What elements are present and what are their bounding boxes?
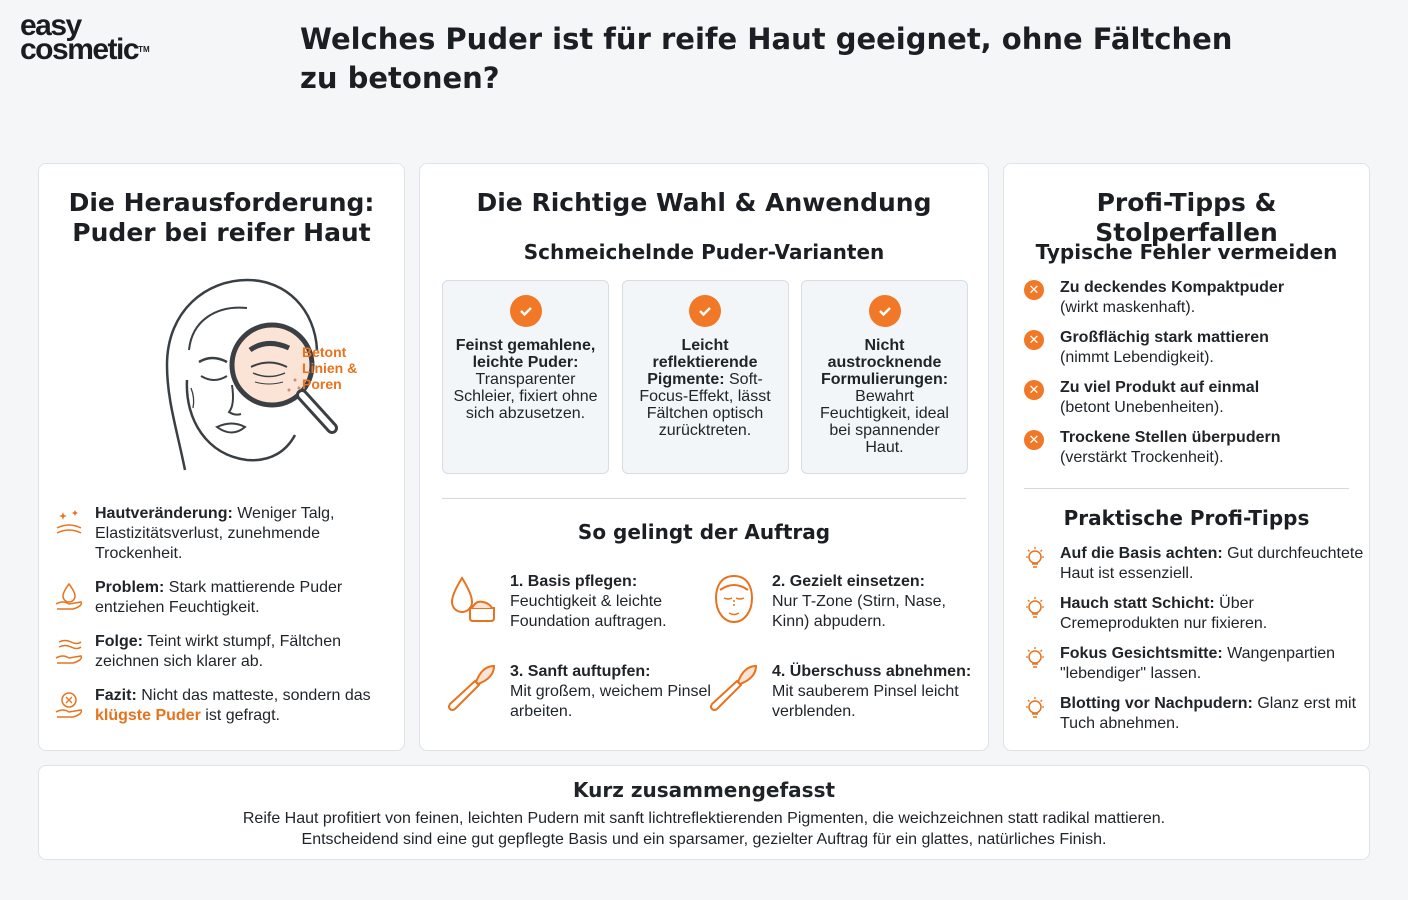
variant-card <box>801 280 968 474</box>
step-text: Nur T-Zone (Stirn, Nase, Kinn) abpudern. <box>772 593 946 630</box>
item-highlight: klügste Puder <box>95 707 201 724</box>
mistakes-list <box>1024 278 1364 478</box>
step-item <box>708 572 978 632</box>
choice-title: Die Richtige Wahl & Anwendung <box>476 188 932 217</box>
step-item <box>708 662 978 722</box>
item-bold: Problem: <box>95 579 165 596</box>
face-zone-icon <box>708 572 772 632</box>
brand-line-1: easy <box>20 9 81 42</box>
tips-title: Profi-Tipps & Stolperfallen <box>1095 188 1278 247</box>
summary-line-1: Reife Haut profitiert von feinen, leichten Pudern mit sanft lichtreflektierenden Pigmenten, die weichzeichnen statt radikal mattieren. <box>242 810 1166 827</box>
mistakes-title: Typische Fehler vermeiden <box>1035 240 1338 264</box>
page-title: Welches Puder ist für reife Haut geeignet, ohne Fältchen zu betonen? <box>300 22 1233 95</box>
mistake-text: (betont Unebenheiten). <box>1060 399 1224 416</box>
mistake-text: (wirkt maskenhaft). <box>1060 299 1196 316</box>
brush-icon <box>446 662 510 722</box>
sparkle-skin-icon <box>53 504 95 564</box>
section-divider <box>1024 488 1349 489</box>
mistake-item <box>1024 378 1364 418</box>
step-item <box>446 572 716 632</box>
step-bold: 1. Basis pflegen: <box>510 573 638 590</box>
step-text: Mit sauberem Pinsel leicht verblenden. <box>772 683 959 720</box>
pro-tip-item <box>1024 544 1364 584</box>
variant-bold: Nicht austrocknende Formulierungen: <box>820 337 949 388</box>
step-bold: 2. Gezielt einsetzen: <box>772 573 925 590</box>
choice-panel <box>419 163 989 751</box>
item-text: Teint wirkt stumpf, Fältchen zeichnen sich klarer ab. <box>95 633 341 670</box>
variant-text: Transparenter Schleier, fixiert ohne sich abzusetzen. <box>453 371 598 422</box>
brand-line-2: cosmetic <box>20 33 139 66</box>
variant-card <box>622 280 789 474</box>
mistake-text: (verstärkt Trockenheit). <box>1060 449 1224 466</box>
summary-title: Kurz zusammengefasst <box>572 778 836 802</box>
pro-tip-item <box>1024 644 1364 684</box>
lightbulb-icon <box>1024 644 1060 684</box>
check-icon <box>689 295 721 327</box>
variant-cards <box>442 280 968 474</box>
pro-tip-bold: Auf die Basis achten: <box>1060 545 1223 562</box>
item-bold: Folge: <box>95 633 143 650</box>
callout-line-2: Linien & <box>302 360 358 376</box>
brand-logo <box>20 9 150 66</box>
variant-bold: Feinst gemahlene, leichte Puder: <box>455 337 596 371</box>
cross-icon: ✕ <box>1024 330 1044 350</box>
mistake-bold: Zu viel Produkt auf einmal <box>1060 379 1260 396</box>
pro-tip-text: Glanz erst mit Tuch abnehmen. <box>1060 695 1357 732</box>
item-text: Nicht das matteste, sondern das <box>136 687 371 704</box>
pro-tip-text: Über Cremeprodukten nur fixieren. <box>1060 595 1268 632</box>
check-icon <box>869 295 901 327</box>
step-item <box>446 662 716 722</box>
steps-title: So gelingt der Auftrag <box>577 520 831 544</box>
step-text: Feuchtigkeit & leichte Foundation auftragen. <box>510 593 667 630</box>
summary-line-2: Entscheidend sind eine gut gepflegte Basis und ein sparsamer, gezielter Auftrag für ein glattes, natürliches Finish. <box>301 831 1107 848</box>
cream-drop-icon <box>446 572 510 632</box>
mistake-item <box>1024 428 1364 468</box>
variant-bold: Leicht reflektierende Pigmente: <box>647 337 758 388</box>
powder-hand-icon <box>53 686 95 726</box>
item-bold: Hautveränderung: <box>95 505 233 522</box>
step-text: Mit großem, weichem Pinsel arbeiten. <box>510 683 711 720</box>
challenge-panel <box>38 163 405 751</box>
tips-panel <box>1003 163 1370 751</box>
pro-tip-bold: Fokus Gesichtsmitte: <box>1060 645 1223 662</box>
item-bold: Fazit: <box>95 687 137 704</box>
waves-hand-icon <box>53 632 95 672</box>
item-text: Stark mattierende Puder entziehen Feuchtigkeit. <box>95 579 343 616</box>
brush-icon <box>708 662 772 722</box>
challenge-list <box>53 504 393 740</box>
summary-text <box>39 808 1369 850</box>
variant-text: Soft-Focus-Effekt, lässt Fältchen optisch zurücktreten. <box>639 371 771 439</box>
list-item <box>53 686 393 726</box>
callout-line-3: Poren <box>302 376 342 392</box>
mistake-bold: Zu deckendes Kompaktpuder <box>1060 279 1285 296</box>
pro-tip-bold: Blotting vor Nachpudern: <box>1060 695 1253 712</box>
pro-title: Praktische Profi-Tipps <box>1063 506 1310 530</box>
variant-card <box>442 280 609 474</box>
list-item <box>53 578 393 618</box>
lightbulb-icon <box>1024 594 1060 634</box>
cross-icon: ✕ <box>1024 380 1044 400</box>
summary-panel <box>38 765 1370 860</box>
mistake-item <box>1024 278 1364 318</box>
pro-list <box>1024 544 1364 744</box>
item-text-end: ist gefragt. <box>200 707 280 724</box>
item-text: Weniger Talg, Elastizitätsverlust, zunehmende Trockenheit. <box>95 505 335 562</box>
list-item <box>53 632 393 672</box>
cross-icon: ✕ <box>1024 280 1044 300</box>
variants-title: Schmeichelnde Puder-Varianten <box>523 240 885 264</box>
variant-text: Bewahrt Feuchtigkeit, ideal bei spannender Haut. <box>820 388 949 456</box>
pro-tip-text: Gut durchfeuchtete Haut ist essenziell. <box>1060 545 1364 582</box>
challenge-title: Die Herausforderung: Puder bei reifer Haut <box>68 188 375 247</box>
drop-hand-icon <box>53 578 95 618</box>
lightbulb-icon <box>1024 544 1060 584</box>
list-item <box>53 504 393 564</box>
mistake-bold: Trockene Stellen überpudern <box>1060 429 1281 446</box>
lightbulb-icon <box>1024 694 1060 734</box>
callout-label <box>302 344 357 392</box>
mistake-bold: Großflächig stark mattieren <box>1060 329 1269 346</box>
step-bold: 3. Sanft auftupfen: <box>510 663 651 680</box>
mistake-text: (nimmt Lebendigkeit). <box>1060 349 1214 366</box>
cross-icon: ✕ <box>1024 430 1044 450</box>
check-icon <box>510 295 542 327</box>
mistake-item <box>1024 328 1364 368</box>
pro-tip-bold: Hauch statt Schicht: <box>1060 595 1215 612</box>
step-bold: 4. Überschuss abnehmen: <box>772 663 972 680</box>
pro-tip-item <box>1024 694 1364 734</box>
callout-line-1: Betont <box>302 344 347 360</box>
brand-tm: TM <box>138 45 150 54</box>
pro-tip-text: Wangenpartien "lebendiger" lassen. <box>1060 645 1336 682</box>
pro-tip-item <box>1024 594 1364 634</box>
section-divider <box>442 498 966 499</box>
